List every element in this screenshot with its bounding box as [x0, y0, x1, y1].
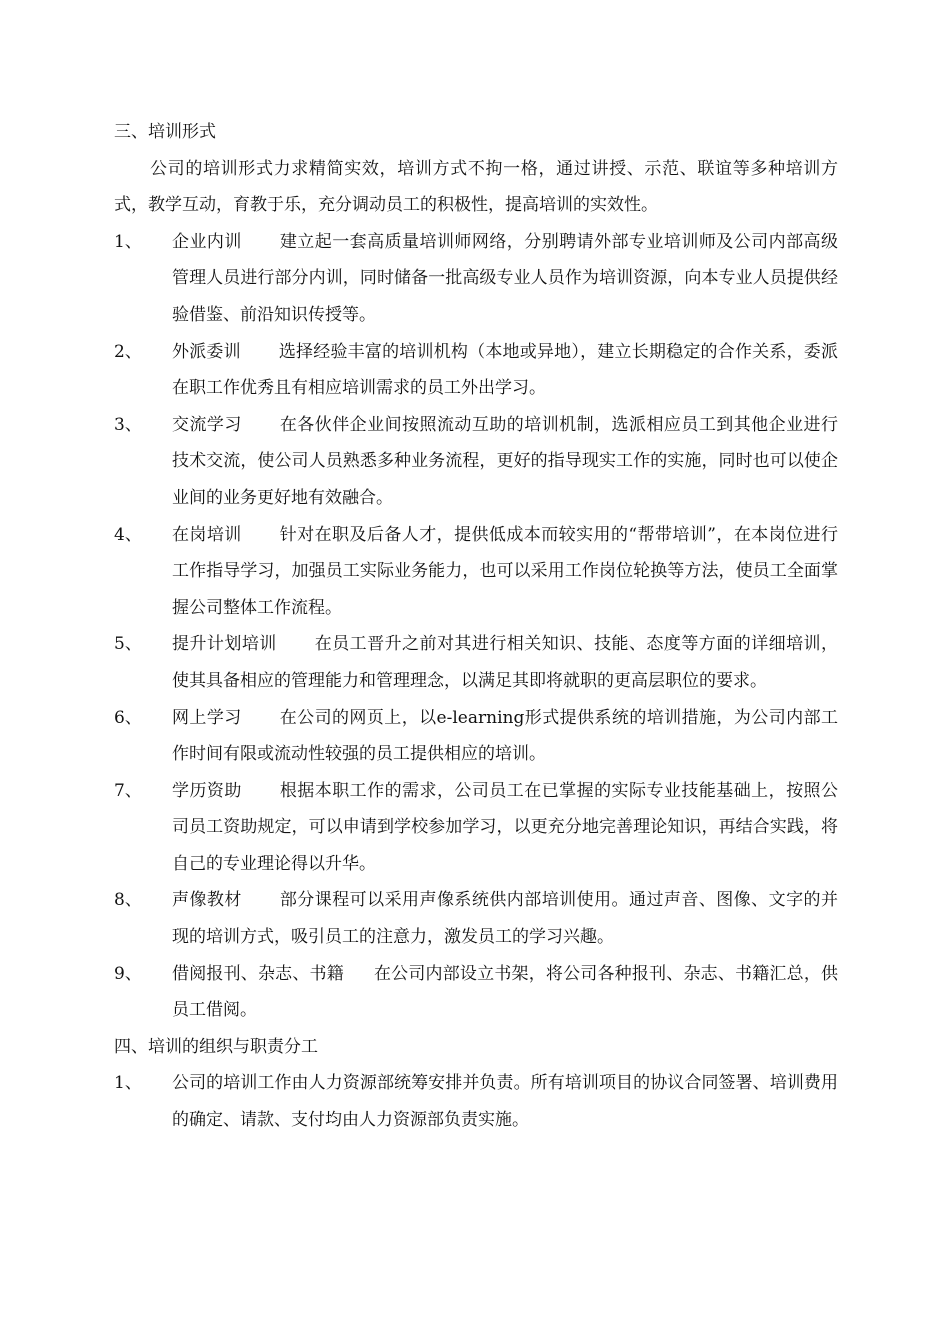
list-item-text: 针对在职及后备人才，提供低成本而较实用的“帮带培训”，在本岗位进行工作指导学习，加强员工实际业务能力，也可以采用工作岗位轮换等方法，使员工全面掌握公司整体工作流程。 — [172, 524, 838, 618]
list-item-exchange-learning — [114, 407, 838, 517]
list-item-audiovisual-materials — [114, 882, 838, 955]
list-item-promotion-training — [114, 626, 838, 699]
list-item-title: 交流学习 — [172, 414, 242, 435]
list-item-reading-materials — [114, 956, 838, 1029]
list-item-text: 根据本职工作的需求，公司员工在已掌握的实际专业技能基础上，按照公司员工资助规定，可以申请到学校参加学习，以更充分地完善理论知识，再结合实践，将自己的专业理论得以升华。 — [172, 780, 839, 874]
list-item-online-learning — [114, 700, 838, 773]
list-item-number: 9、 — [114, 963, 142, 984]
list-item-text: 在公司内部设立书架，将公司各种报刊、杂志、书籍汇总，供员工借阅。 — [172, 963, 839, 1021]
list-item-title: 在岗培训 — [172, 524, 242, 545]
list-item-hr-responsibility — [114, 1065, 838, 1138]
list-item-text: 公司的培训工作由人力资源部统筹安排并负责。所有培训项目的协议合同签署、培训费用的确定、请款、支付均由人力资源部负责实施。 — [172, 1073, 838, 1131]
list-item-number: 3、 — [114, 414, 142, 435]
list-item-number: 2、 — [114, 341, 142, 362]
list-item-title: 外派委训 — [172, 341, 241, 362]
list-item-internal-training — [114, 224, 838, 334]
list-item-number: 1、 — [114, 1073, 142, 1094]
list-item-text: 在公司的网页上，以e-learning形式提供系统的培训措施，为公司内部工作时间有限或流动性较强的员工提供相应的培训。 — [172, 707, 839, 765]
list-item-number: 5、 — [114, 634, 142, 655]
list-item-text: 选择经验丰富的培训机构（本地或异地），建立长期稳定的合作关系，委派在职工作优秀且有相应培训需求的员工外出学习。 — [172, 341, 839, 399]
section-heading-training-forms: 三、培训形式 — [114, 122, 216, 142]
list-item-education-funding — [114, 773, 838, 883]
list-item-text: 建立起一套高质量培训师网络，分别聘请外部专业培训师及公司内部高级管理人员进行部分内训，同时储备一批高级专业人员作为培训资源，向本专业人员提供经验借鉴、前沿知识传授等。 — [172, 231, 839, 325]
list-item-number: 6、 — [114, 707, 142, 728]
list-item-title: 学历资助 — [172, 780, 242, 801]
list-item-title: 提升计划培训 — [172, 634, 277, 655]
list-item-title: 企业内训 — [172, 231, 242, 252]
list-item-number: 1、 — [114, 231, 142, 252]
list-item-number: 4、 — [114, 524, 142, 545]
list-item-text: 在员工晋升之前对其进行相关知识、技能、态度等方面的详细培训，使其具备相应的管理能力和管理理念，以满足其即将就职的更高层职位的要求。 — [172, 634, 839, 691]
list-item-on-the-job-training — [114, 517, 838, 627]
list-item-outsourced-training — [114, 334, 838, 407]
list-item-number: 8、 — [114, 890, 142, 911]
section-heading-organization: 四、培训的组织与职责分工 — [114, 1036, 318, 1057]
list-item-number: 7、 — [114, 780, 142, 801]
section-intro-paragraph: 公司的培训形式力求精简实效，培训方式不拘一格，通过讲授、示范、联谊等多种培训方式，教学互动，育教于乐，充分调动员工的积极性，提高培训的实效性。 — [114, 158, 838, 216]
list-item-text: 在各伙伴企业间按照流动互助的培训机制，选派相应员工到其他企业进行技术交流，使公司人员熟悉多种业务流程，更好的指导现实工作的实施，同时也可以使企业间的业务更好地有效融合。 — [172, 414, 839, 508]
list-item-title: 借阅报刊、杂志、书籍 — [172, 963, 344, 984]
document-body — [114, 114, 838, 1139]
list-item-title: 声像教材 — [172, 890, 242, 911]
list-item-title: 网上学习 — [172, 707, 242, 728]
list-item-text: 部分课程可以采用声像系统供内部培训使用。通过声音、图像、文字的并现的培训方式，吸引员工的注意力，激发员工的学习兴趣。 — [172, 890, 839, 948]
